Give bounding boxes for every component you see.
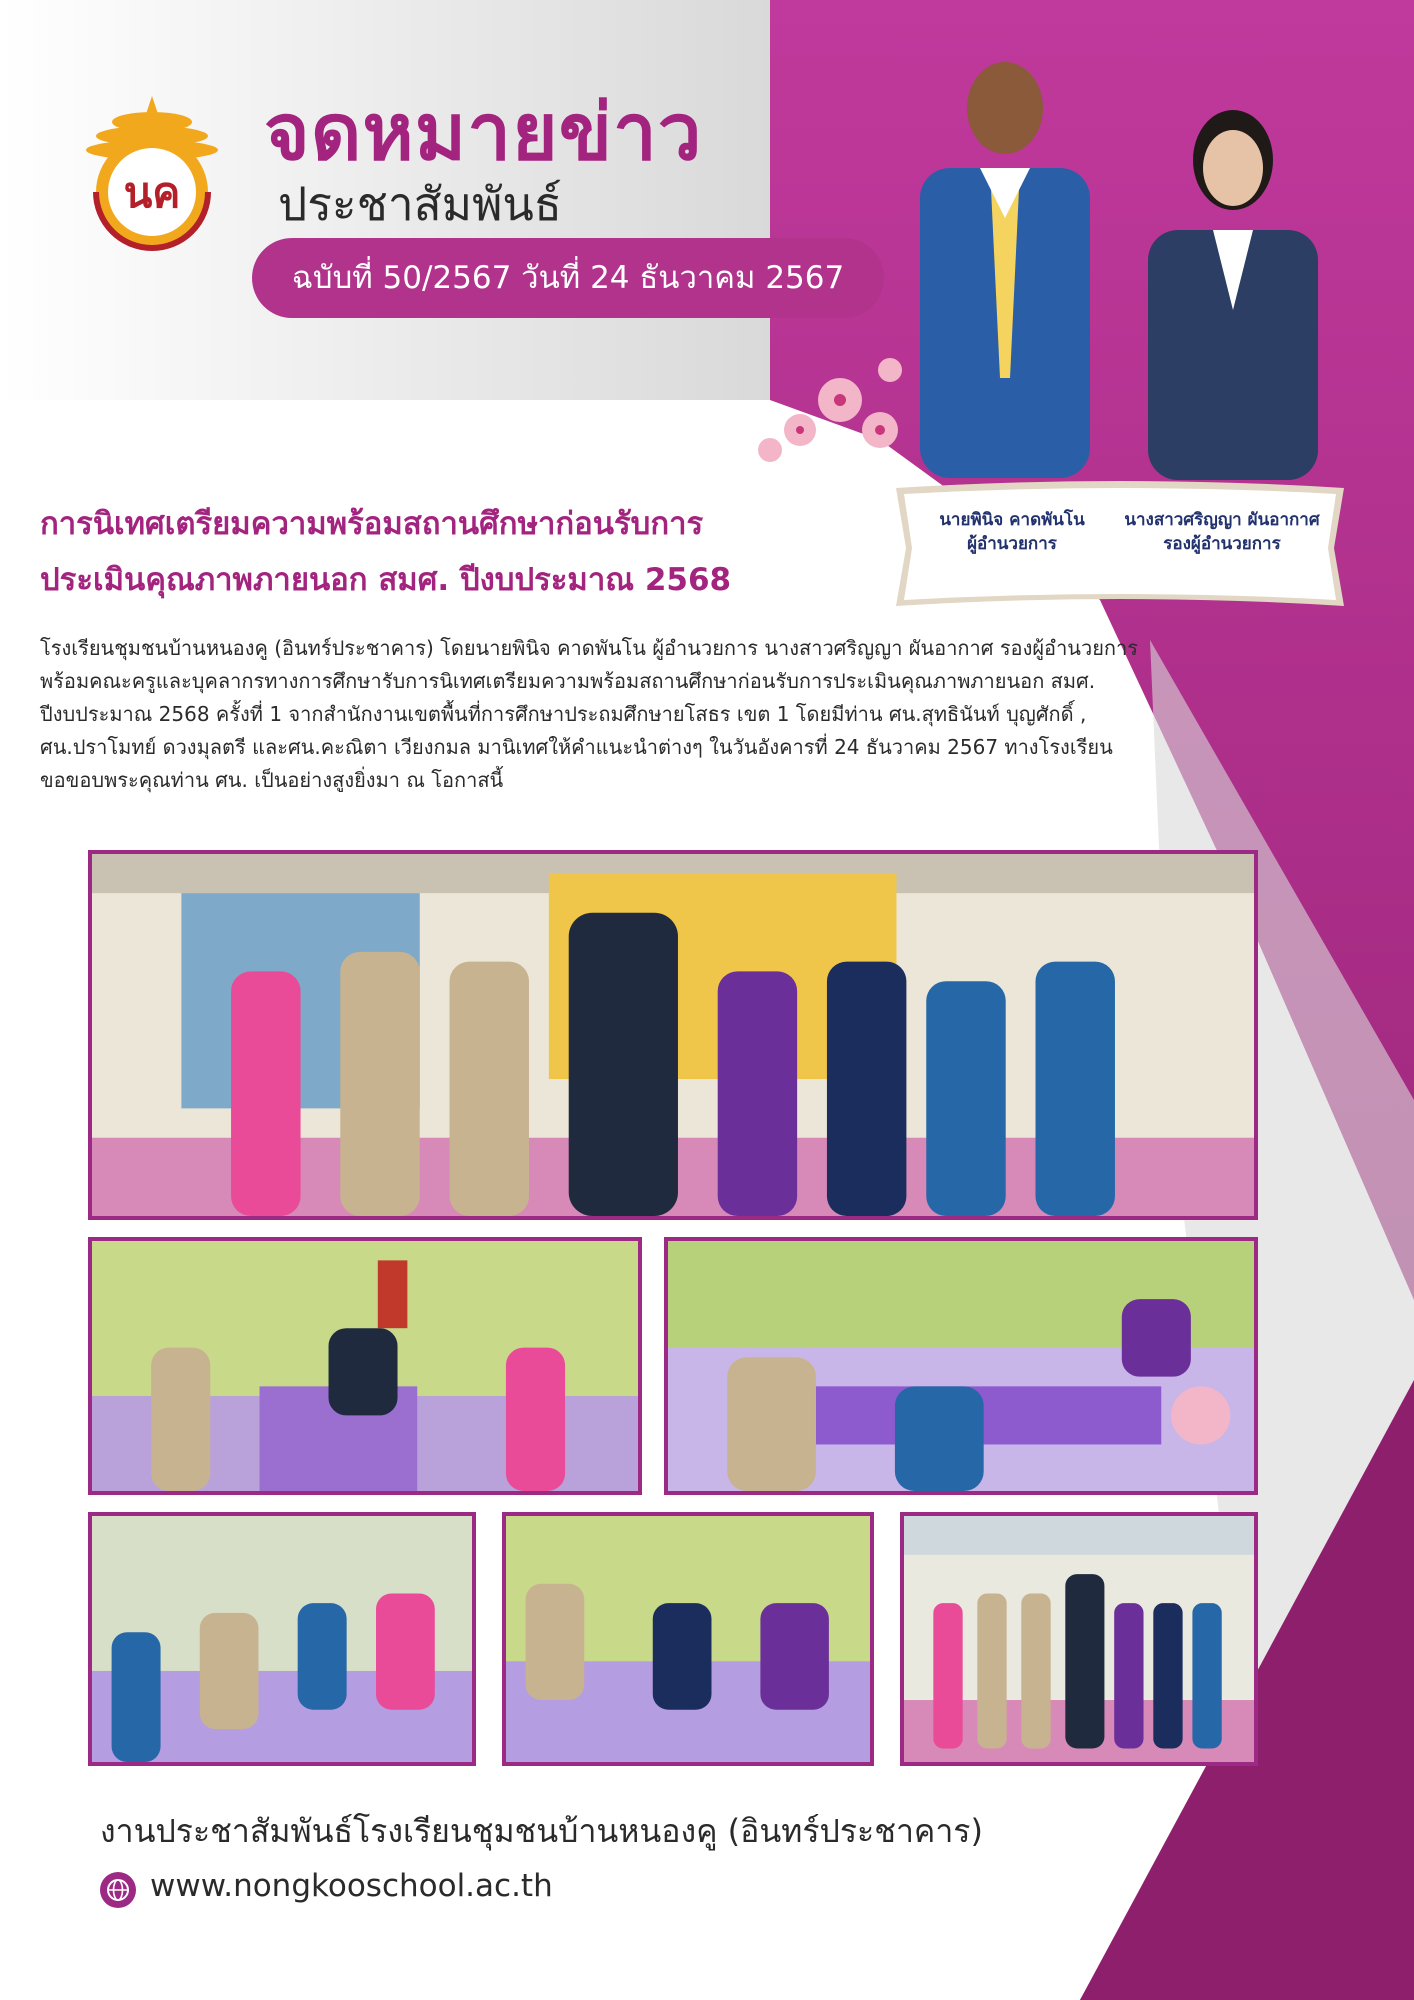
- newsletter-title: จดหมายข่าว: [264, 88, 703, 178]
- meeting-photo-1: [88, 1237, 642, 1495]
- meeting-photo-4: [502, 1512, 874, 1766]
- body-line: ขอขอบพระคุณท่าน ศน. เป็นอย่างสูงยิ่งมา ณ โอกาสนี้: [40, 768, 504, 792]
- svg-text:นค: นค: [123, 168, 181, 217]
- body-line: โรงเรียนชุมชนบ้านหนองคู (อินทร์ประชาคาร) โดยนายพินิจ คาดพันโน ผู้อำนวยการ นางสาวศริญญา ผันอากาศ รองผู้อำนวยการ: [40, 636, 1138, 660]
- flower-decoration: [740, 340, 920, 480]
- deputy-name: นางสาวศริญญา ผันอากาศ: [1124, 510, 1320, 530]
- newsletter-subtitle: ประชาสัมพันธ์: [278, 177, 562, 231]
- director-caption: [922, 508, 1102, 556]
- school-logo: [72, 92, 232, 252]
- website-link[interactable]: www.nongkooschool.ac.th: [150, 1868, 553, 1904]
- group-photo-2: [900, 1512, 1258, 1766]
- director-photo: [890, 38, 1120, 478]
- meeting-photo-2: [664, 1237, 1258, 1495]
- issue-badge: ฉบับที่ 50/2567 วันที่ 24 ธันวาคม 2567: [252, 238, 884, 318]
- director-name: นายพินิจ คาดพันโน: [939, 510, 1085, 530]
- article-headline: [40, 496, 890, 608]
- footer-organization: งานประชาสัมพันธ์โรงเรียนชุมชนบ้านหนองคู (อินทร์ประชาคาร): [100, 1812, 983, 1850]
- deputy-director-photo: [1118, 90, 1348, 480]
- body-line: ศน.ปราโมทย์ ดวงมุลตรี และศน.คะณิตา เวียงกมล มานิเทศให้คำแนะนำต่างๆ ในวันอังคารที่ 24 ธันวาคม 2567 ทางโรงเรียน: [40, 735, 1113, 759]
- headline-line-2: ประเมินคุณภาพภายนอก สมศ. ปีงบประมาณ 2568: [40, 562, 732, 598]
- body-line: ปีงบประมาณ 2568 ครั้งที่ 1 จากสำนักงานเขตพื้นที่การศึกษาประถมศึกษายโสธร เขต 1 โดยมีท่าน ศน.สุทธินันท์ บุญศักดิ์ ,: [40, 702, 1087, 726]
- deputy-caption: [1102, 508, 1342, 556]
- body-line: พร้อมคณะครูและบุคลากรทางการศึกษารับการนิเทศเตรียมความพร้อมสถานศึกษาก่อนรับการประเมินคุณภาพภายนอก สมศ.: [40, 669, 1096, 693]
- globe-icon: [100, 1872, 136, 1908]
- director-position: ผู้อำนวยการ: [967, 534, 1057, 554]
- deputy-position: รองผู้อำนวยการ: [1163, 534, 1281, 554]
- headline-line-1: การนิเทศเตรียมความพร้อมสถานศึกษาก่อนรับการ: [40, 506, 704, 542]
- group-photo: [88, 850, 1258, 1220]
- meeting-photo-3: [88, 1512, 476, 1766]
- article-body: [40, 632, 1340, 797]
